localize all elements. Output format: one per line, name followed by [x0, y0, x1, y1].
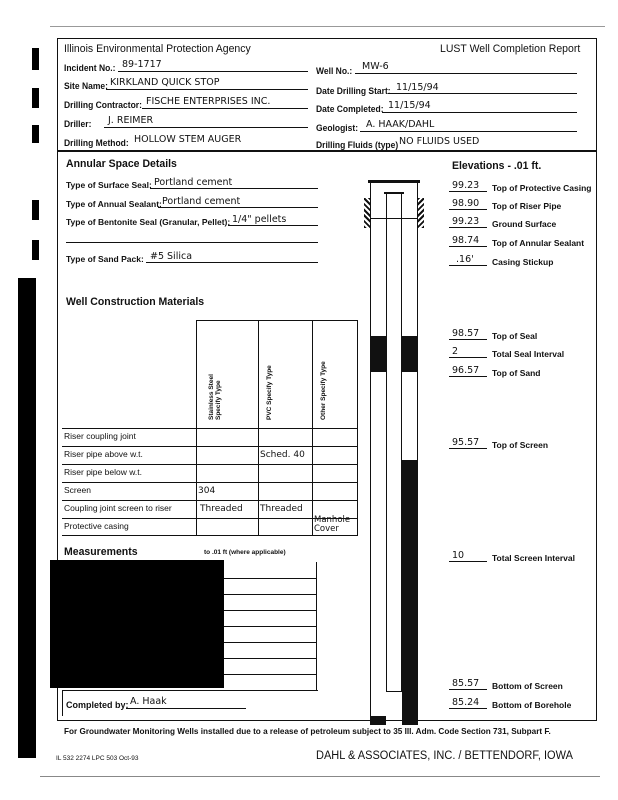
elev-underline — [449, 561, 487, 562]
method-label: Drilling Method: — [64, 137, 129, 149]
method-value: HOLLOW STEM AUGER — [134, 134, 242, 145]
meas-line — [224, 674, 316, 675]
elev-underline — [449, 448, 487, 449]
footer-note: For Groundwater Monitoring Wells installed due to a release of petroleum subject to 35 Ill. Adm. Code Section 731, Subpart F. — [64, 726, 551, 737]
sand-pack-right — [402, 460, 418, 725]
row-line — [62, 446, 358, 447]
elev-underline — [449, 689, 487, 690]
elev-value: 99.23 — [452, 180, 480, 191]
elev-underline — [449, 227, 487, 228]
sand-pack-left — [370, 716, 386, 725]
incident-underline — [118, 71, 308, 72]
contractor-underline — [142, 108, 308, 109]
well-diagram — [362, 180, 432, 725]
incident-value: 89-1717 — [122, 59, 162, 70]
surface-seal-underline — [150, 188, 318, 189]
scan-mark — [32, 240, 39, 260]
elev-value: 98.90 — [452, 198, 480, 209]
site-value: KIRKLAND QUICK STOP — [110, 77, 220, 88]
table-cell: Threaded — [260, 504, 303, 514]
elev-value: 10 — [452, 550, 465, 561]
fluids-value: NO FLUIDS USED — [399, 136, 480, 147]
elev-underline — [449, 708, 487, 709]
table-top — [196, 320, 358, 321]
annular-title: Annular Space Details — [66, 157, 177, 171]
driller-underline — [104, 127, 308, 128]
elev-label: Top of Seal — [492, 331, 538, 341]
elev-value: 99.23 — [452, 216, 480, 227]
meas-line — [224, 610, 316, 611]
elev-label: Top of Sand — [492, 368, 541, 378]
surface-seal-label: Type of Surface Seal: — [66, 180, 152, 190]
surface-seal-right — [418, 198, 424, 228]
completed-by-label: Completed by: — [66, 699, 129, 711]
col-header-pvc: PVC Specify Type — [266, 365, 273, 420]
annual-sealant-underline — [158, 207, 318, 208]
measurements-note: to .01 ft (where applicable) — [204, 549, 286, 556]
table-row-label: Screen — [64, 485, 91, 495]
col-header-other: Other Specify Type — [320, 361, 327, 420]
geologist-underline — [360, 131, 577, 132]
agency-name: Illinois Environmental Protection Agency — [64, 42, 251, 56]
elev-underline — [449, 191, 487, 192]
bentonite-seal-right — [402, 336, 418, 372]
redaction-block — [50, 560, 224, 688]
sand-pack-underline — [146, 262, 318, 263]
elev-underline — [449, 246, 487, 247]
elev-label: Bottom of Borehole — [492, 700, 572, 710]
elev-underline — [449, 209, 487, 210]
bentonite-value: 1/4" pellets — [232, 214, 287, 225]
well-label: Well No.: — [316, 65, 353, 77]
table-row-label: Coupling joint screen to riser — [64, 503, 172, 513]
elev-label: Total Screen Interval — [492, 553, 575, 563]
table-row-label: Riser coupling joint — [64, 431, 136, 441]
date-start-value: 11/15/94 — [396, 82, 439, 93]
table-row-label: Riser pipe below w.t. — [64, 467, 142, 477]
scan-mark — [32, 200, 39, 220]
table-row-label: Protective casing — [64, 521, 129, 531]
row-line — [62, 500, 358, 501]
company-name: DAHL & ASSOCIATES, INC. / BETTENDORF, IOWA — [316, 749, 573, 763]
well-underline — [355, 73, 577, 74]
elev-underline — [449, 357, 487, 358]
footer-scan-line — [40, 776, 600, 777]
driller-value: J. REIMER — [108, 115, 154, 126]
riser-cap — [384, 192, 404, 194]
meas-line — [224, 578, 316, 579]
scan-mark — [32, 125, 39, 143]
table-cell: Sched. 40 — [260, 450, 305, 460]
elev-label: Casing Stickup — [492, 257, 554, 267]
site-underline — [106, 89, 308, 90]
elev-value: 85.57 — [452, 678, 480, 689]
sand-pack-value: #5 Silica — [150, 251, 193, 262]
elev-underline — [449, 339, 487, 340]
geologist-value: A. HAAK/DAHL — [366, 119, 435, 130]
incident-label: Incident No.: — [64, 62, 116, 74]
completed-by-value: A. Haak — [130, 696, 167, 707]
fluids-label: Drilling Fluids (type) — [316, 139, 399, 151]
meas-line — [224, 594, 316, 595]
elev-value: 98.57 — [452, 328, 480, 339]
date-start-label: Date Drilling Start: — [316, 85, 391, 97]
annual-sealant-label: Type of Annual Sealant: — [66, 199, 162, 209]
materials-title: Well Construction Materials — [66, 295, 205, 309]
elev-value: 85.24 — [452, 697, 480, 708]
table-cell: Manhole Cover — [314, 515, 351, 535]
elev-underline — [449, 376, 487, 377]
surface-seal-left — [364, 198, 370, 228]
elev-label: Ground Surface — [492, 219, 557, 229]
report-title: LUST Well Completion Report — [440, 42, 581, 56]
date-complete-label: Date Completed: — [316, 103, 384, 115]
row-line — [62, 428, 358, 429]
bentonite-seal-left — [370, 336, 386, 372]
elev-label: Total Seal Interval — [492, 349, 565, 359]
measurements-title: Measurements — [64, 545, 138, 559]
well-value: MW-6 — [362, 61, 389, 72]
row-line — [62, 535, 358, 536]
row-line — [62, 482, 358, 483]
date-complete-underline — [382, 112, 577, 113]
surface-seal-value: Portland cement — [154, 177, 233, 188]
annual-sealant-value: Portland cement — [162, 196, 241, 207]
blank-underline — [66, 242, 318, 243]
elev-value: 96.57 — [452, 365, 480, 376]
meas-line — [224, 642, 316, 643]
form-id: IL 532 2274 LPC 503 Oct-93 — [56, 754, 139, 763]
elev-label: Top of Screen — [492, 440, 549, 450]
bentonite-underline — [228, 225, 318, 226]
contractor-label: Drilling Contractor: — [64, 99, 142, 111]
materials-table — [62, 320, 358, 536]
table-cell: Threaded — [200, 504, 243, 514]
riser-pipe — [386, 192, 402, 692]
elev-value: 2 — [452, 346, 459, 357]
site-label: Site Name: — [64, 80, 108, 92]
scan-mark — [32, 48, 39, 70]
elev-label: Top of Annular Sealant — [492, 238, 585, 248]
meas-line — [224, 626, 316, 627]
meas-right-line — [316, 562, 317, 690]
date-start-underline — [388, 93, 577, 94]
geologist-label: Geologist: — [316, 122, 359, 134]
elev-value: .16' — [456, 254, 474, 265]
elev-label: Top of Protective Casing — [492, 183, 592, 193]
driller-label: Driller: — [64, 118, 92, 130]
sand-pack-label: Type of Sand Pack: — [66, 254, 144, 264]
elev-value: 98.74 — [452, 235, 480, 246]
table-cell: 304 — [198, 486, 216, 496]
col-header-steel: Stainless Steel Specify Type — [208, 374, 223, 420]
completed-box — [62, 690, 318, 716]
row-line — [62, 464, 358, 465]
elevations-title: Elevations - .01 ft. — [452, 159, 542, 173]
date-complete-value: 11/15/94 — [388, 100, 431, 111]
scan-mark — [18, 278, 36, 758]
header-divider — [57, 150, 597, 152]
elev-label: Top of Riser Pipe — [492, 201, 562, 211]
elev-value: 95.57 — [452, 437, 480, 448]
elev-label: Bottom of Screen — [492, 681, 563, 691]
elev-underline — [449, 265, 487, 266]
meas-line — [224, 658, 316, 659]
table-row-label: Riser pipe above w.t. — [64, 449, 143, 459]
scan-mark — [32, 88, 39, 108]
bentonite-label: Type of Bentonite Seal (Granular, Pellet): — [66, 217, 231, 227]
contractor-value: FISCHE ENTERPRISES INC. — [146, 96, 271, 107]
scan-line — [50, 26, 605, 27]
